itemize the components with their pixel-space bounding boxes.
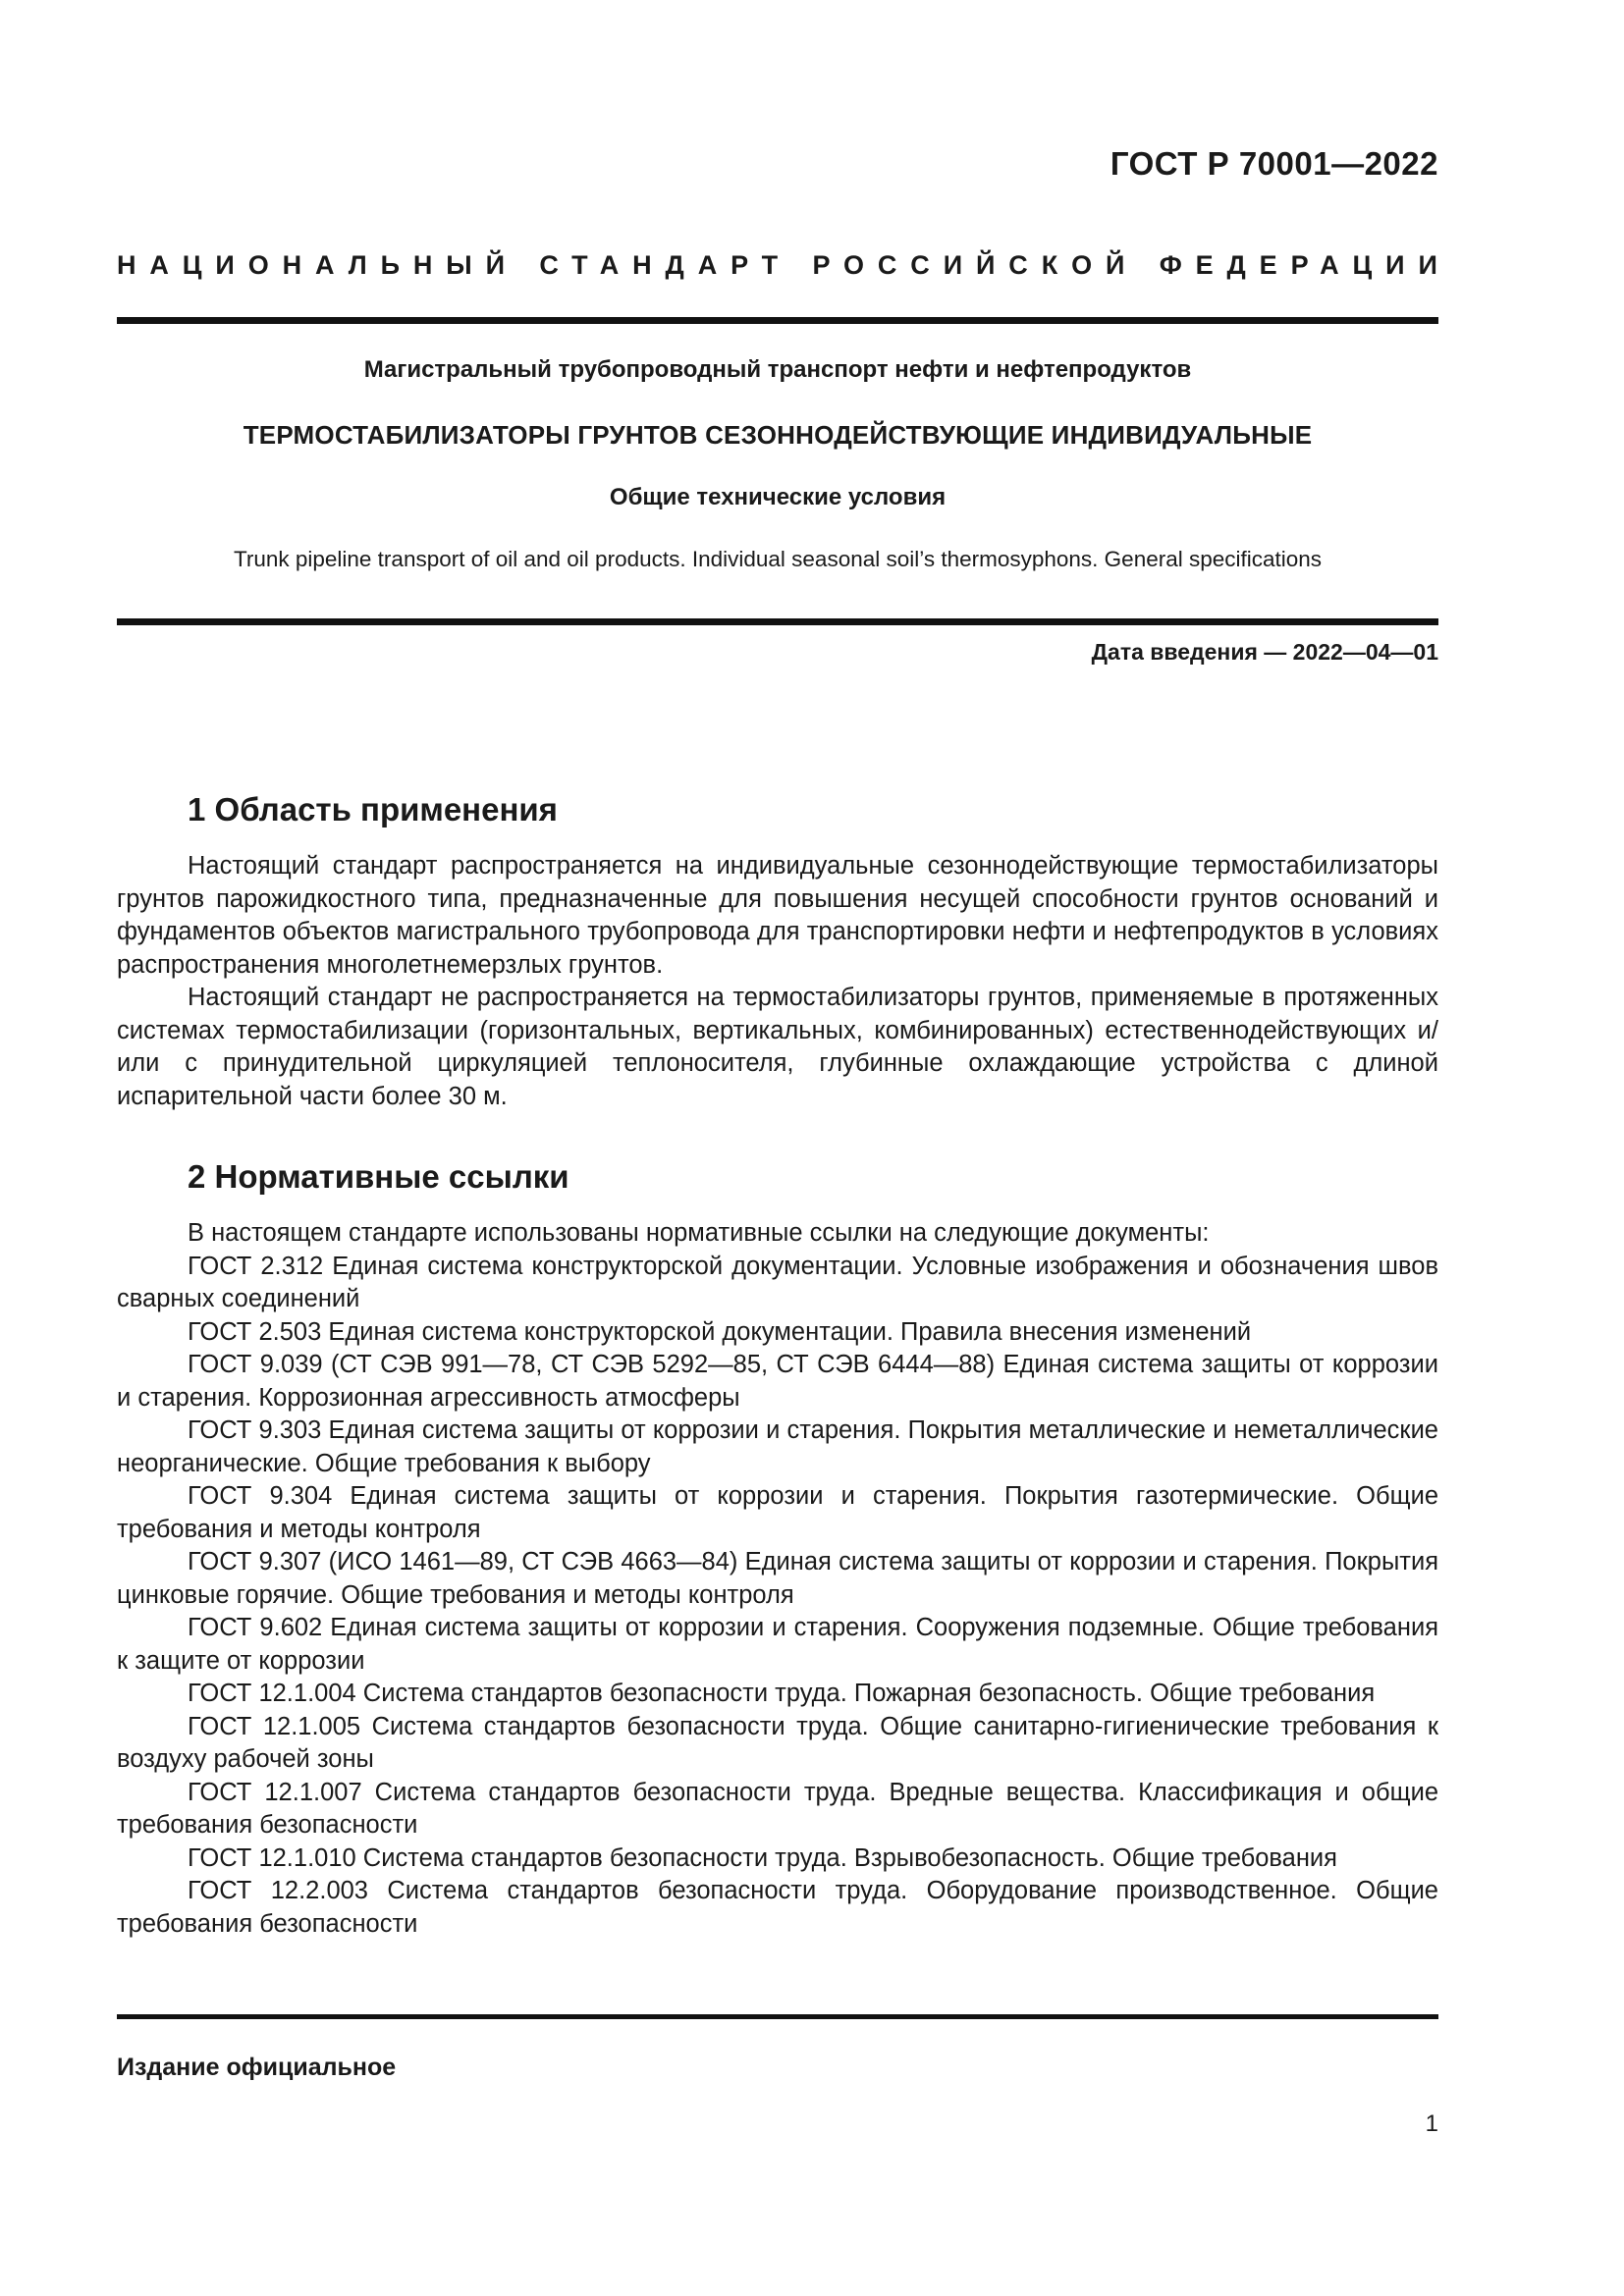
document-subtitle: Общие технические условия (609, 484, 947, 510)
section-1-paragraph: Настоящий стандарт распространяется на индивидуальные сезоннодействующие термостабилизаторы грунтов парожидкостного типа, предназначенные для повышения несущей способности грунтов оснований и фундаментов объектов магистрального трубопровода для транспортировки нефти и нефтепродуктов в условиях распространения многолетнемерзлых грунтов. (117, 852, 1438, 979)
reference-item: ГОСТ 9.304 Единая система защиты от коррозии и старения. Покрытия газотермические. Общие требования и методы контроля (117, 1482, 1438, 1543)
header-divider (117, 317, 1438, 324)
national-standard-banner: НАЦИОНАЛЬНЫЙ СТАНДАРТ РОССИЙСКОЙ ФЕДЕРАЦИИ (117, 250, 1451, 280)
reference-item: ГОСТ 12.1.010 Система стандартов безопасности труда. Взрывобезопасность. Общие требования (188, 1843, 1337, 1872)
document-code: ГОСТ Р 70001—2022 (1110, 145, 1438, 182)
reference-item: ГОСТ 12.1.004 Система стандартов безопасности труда. Пожарная безопасность. Общие требования (188, 1680, 1376, 1707)
document-title: ТЕРМОСТАБИЛИЗАТОРЫ ГРУНТОВ СЕЗОННОДЕЙСТВУЮЩИЕ ИНДИВИДУАЛЬНЫЕ (243, 420, 1313, 450)
section-1-body (117, 850, 1438, 1113)
document-page (117, 0, 1451, 2296)
reference-item: ГОСТ 9.602 Единая система защиты от коррозии и старения. Сооружения подземные. Общие требования к защите от коррозии (117, 1614, 1438, 1675)
page-number: 1 (1425, 2110, 1438, 2137)
reference-item: ГОСТ 9.307 (ИСО 1461—89, СТ СЭВ 4663—84) Единая система защиты от коррозии и старения. Покрытия цинковые горячие. Общие требования и методы контроля (117, 1548, 1438, 1609)
section-1-paragraph: Настоящий стандарт не распространяется на термостабилизаторы грунтов, применяемые в протяженных системах термостабилизации (горизонтальных, вертикальных, комбинированных) естественнодействующих и/или с принудительной циркуляцией теплоносителя, глубинные охлаждающие устройства с длиной испарительной части более 30 м. (117, 984, 1438, 1110)
reference-item: ГОСТ 12.1.005 Система стандартов безопасности труда. Общие санитарно-гигиенические требования к воздуху рабочей зоны (117, 1712, 1438, 1773)
reference-item: ГОСТ 9.303 Единая система защиты от коррозии и старения. Покрытия металлические и неметаллические неорганические. Общие требования к выбору (117, 1416, 1438, 1477)
reference-item: ГОСТ 12.2.003 Система стандартов безопасности труда. Оборудование производственное. Общие требования безопасности (117, 1877, 1438, 1938)
english-title: Trunk pipeline transport of oil and oil products. Individual seasonal soil’s thermosyphons. General specifications (233, 547, 1323, 571)
title-divider (117, 618, 1438, 625)
reference-item: ГОСТ 9.039 (СТ СЭВ 991—78, СТ СЭВ 5292—85, СТ СЭВ 6444—88) Единая система защиты от коррозии и старения. Коррозионная агрессивность атмосферы (117, 1351, 1438, 1412)
introduction-date: Дата введения — 2022—04—01 (1091, 639, 1438, 665)
reference-item: ГОСТ 2.312 Единая система конструкторской документации. Условные изображения и обозначения швов сварных соединений (117, 1252, 1438, 1312)
section-2-heading: 2 Нормативные ссылки (188, 1158, 569, 1195)
reference-item: ГОСТ 12.1.007 Система стандартов безопасности труда. Вредные вещества. Классификация и общие требования безопасности (117, 1778, 1438, 1839)
document-subject: Магистральный трубопроводный транспорт нефти и нефтепродуктов (363, 356, 1192, 383)
official-edition-label: Издание официальное (117, 2054, 397, 2081)
reference-item: ГОСТ 2.503 Единая система конструкторской документации. Правила внесения изменений (188, 1317, 1252, 1346)
section-2-intro: В настоящем стандарте использованы нормативные ссылки на следующие документы: (188, 1219, 1210, 1247)
section-1-heading: 1 Область применения (188, 791, 558, 828)
normative-references-list (117, 1251, 1438, 1942)
footer-divider (117, 2014, 1438, 2019)
section-2-body (117, 1217, 1438, 1941)
